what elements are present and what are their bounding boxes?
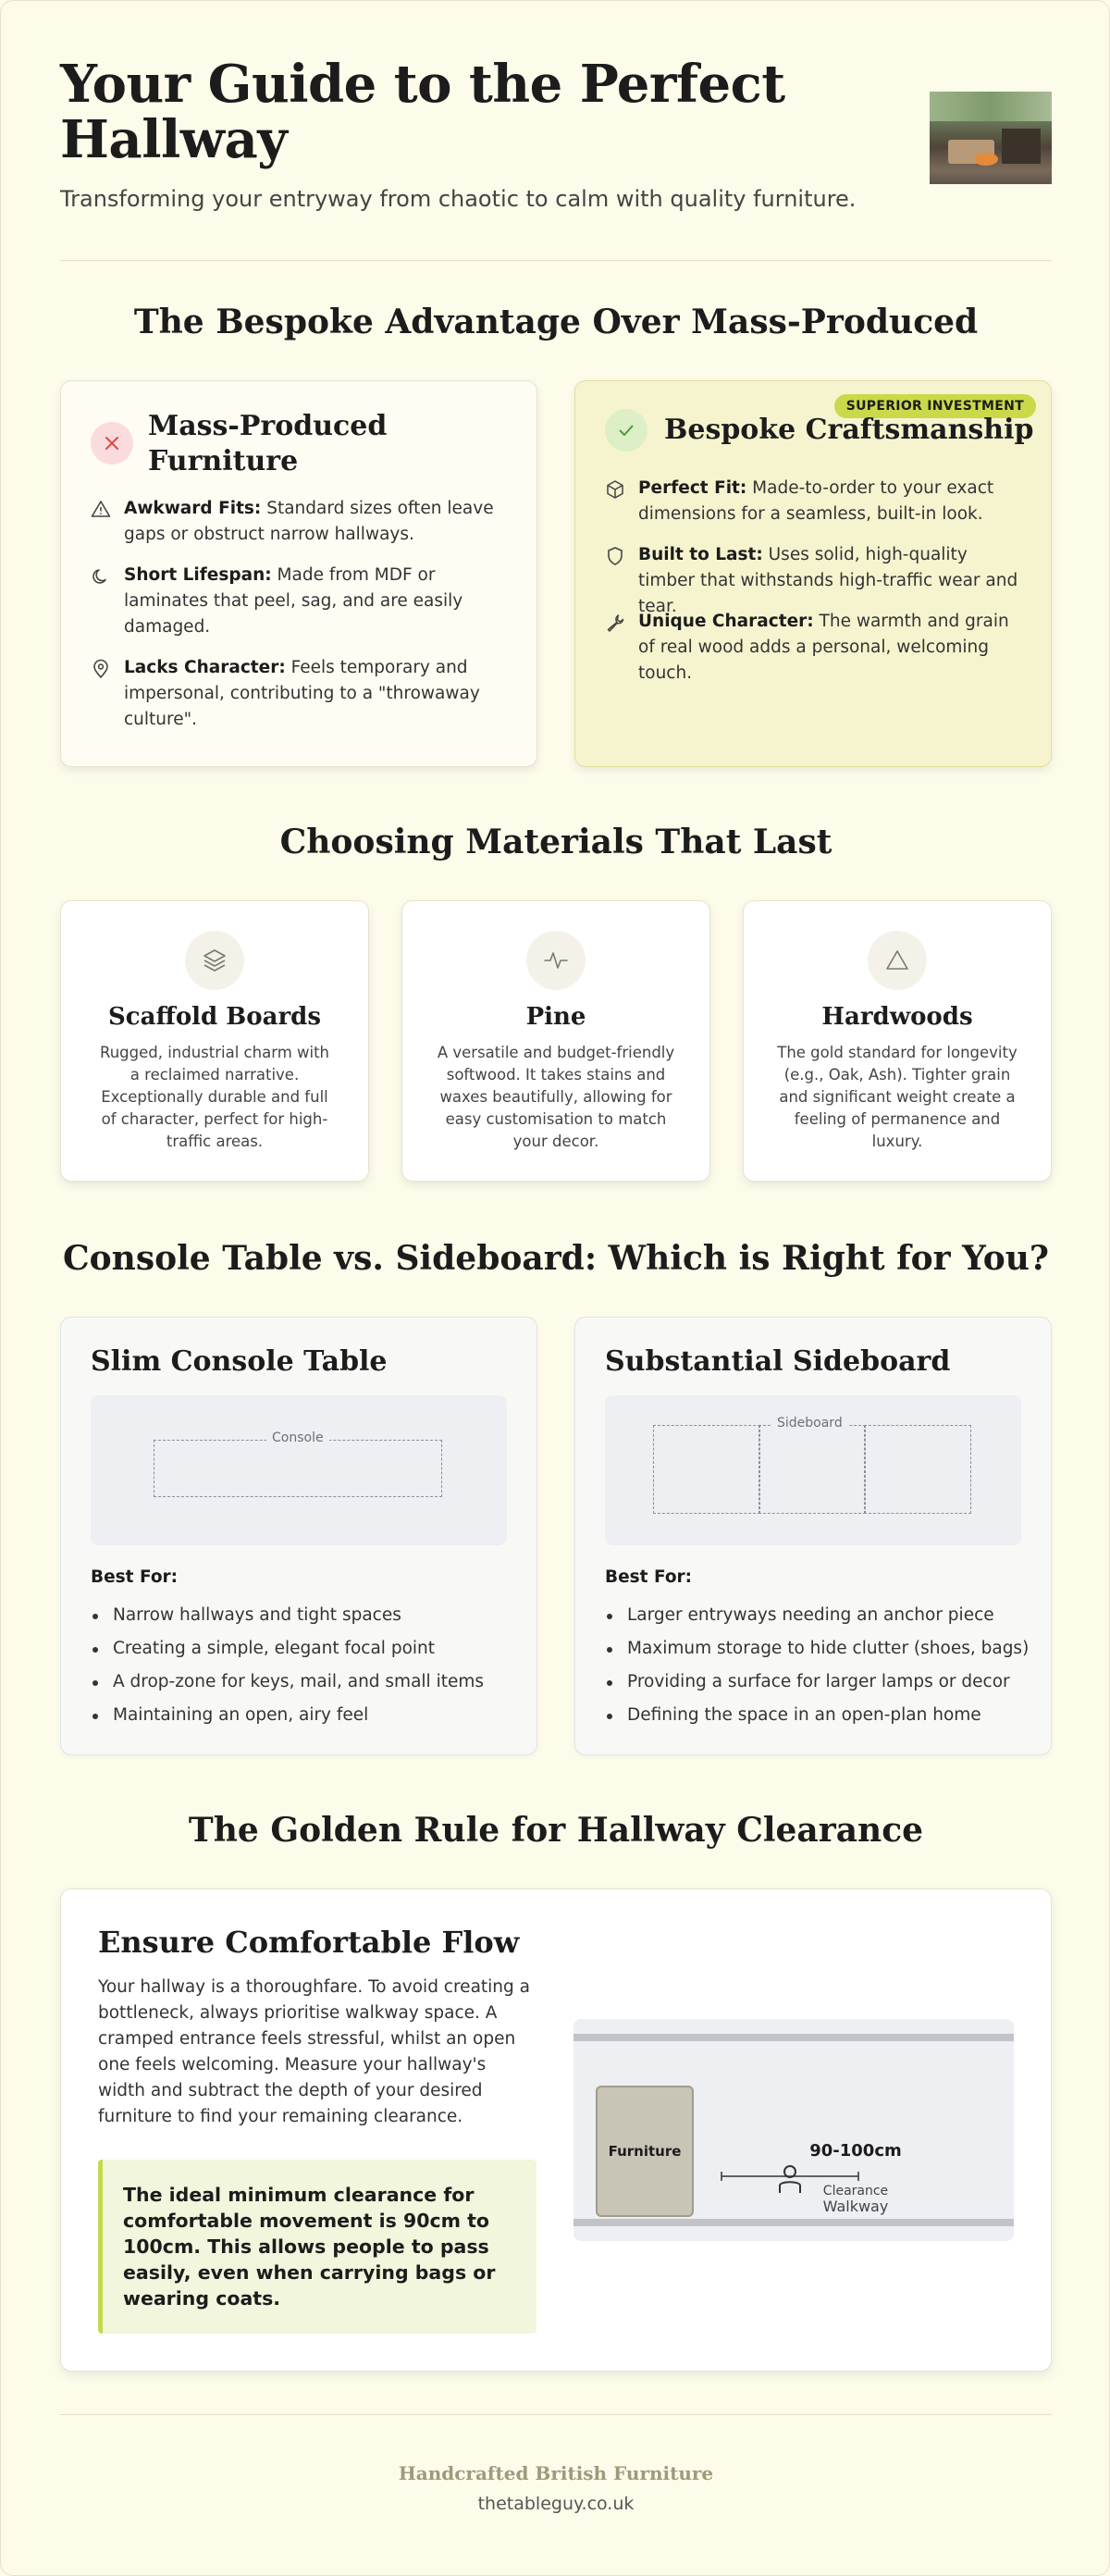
section-heading-furniture: Console Table vs. Sideboard: Which is Right for You? [63,1239,1049,1278]
wall-bottom [574,2219,1014,2226]
list-item: Narrow hallways and tight spaces [91,1599,484,1632]
bespoke-craftsmanship-card [574,380,1052,767]
material-description: A versatile and budget-friendly softwood. It takes stains and waxes beautifully, allowing for easy customisation to match your decor. [437,1044,675,1150]
console-diagram [91,1395,507,1545]
wrench-icon [605,609,625,687]
sideboard-diagram-label: Sideboard [771,1416,848,1430]
console-diagram-label: Console [266,1430,329,1445]
best-for-label: Best For: [605,1567,693,1587]
walkway-label: Walkway [822,2198,889,2215]
section-heading-clearance: The Golden Rule for Hallway Clearance [188,1811,924,1850]
sideboard-card [574,1317,1052,1755]
page-title: Your Guide to the Perfect Hallway [60,54,785,170]
console-title: Slim Console Table [91,1345,388,1378]
console-best-for-list [91,1599,484,1732]
list-item: Short Lifespan: Made from MDF or laminates that peel, sag, and are easily damaged. [91,563,509,640]
layers-icon [185,931,244,990]
page-header [60,56,1052,260]
list-item: Creating a simple, elegant focal point [91,1632,484,1666]
clearance-label: Clearance [822,2184,889,2198]
divider [60,2414,1052,2415]
list-item: Lacks Character: Feels temporary and impersonal, contributing to a "throwaway culture". [91,655,509,733]
sideboard-section-middle [758,1425,866,1514]
wall-top [574,2034,1014,2041]
list-item: Defining the space in an open-plan home [605,1699,1029,1732]
triangle-icon [868,931,927,990]
check-icon [605,409,648,452]
list-item: Built to Last: Uses solid, high-quality timber that withstands high-traffic wear and tear. [605,542,1023,620]
material-title: Hardwoods [821,1003,973,1031]
x-icon [91,422,133,464]
moon-icon [91,563,111,640]
sideboard-best-for-list [605,1599,1029,1732]
activity-icon [526,931,586,990]
material-description: The gold standard for longevity (e.g., Oak, Ash). Tighter grain and significant weight create a feeling of permanence and luxury. [777,1044,1018,1150]
list-item: Maximum storage to hide clutter (shoes, bags) [605,1632,1029,1666]
section-heading-bespoke: The Bespoke Advantage Over Mass-Produced [133,303,979,341]
list-item: Awkward Fits: Standard sizes often leave gaps or obstruct narrow hallways. [91,496,509,548]
list-item: Unique Character: The warmth and grain of real wood adds a personal, welcoming touch. [605,609,1023,687]
bespoke-title: Bespoke Craftsmanship [664,414,1034,446]
sideboard-diagram [605,1395,1021,1545]
warning-icon [91,496,111,548]
material-card-scaffold [60,900,369,1182]
material-card-pine [401,900,710,1182]
mass-produced-card [60,380,537,767]
console-table-card [60,1317,537,1755]
list-item: Providing a surface for larger lamps or decor [605,1666,1029,1699]
list-item: Perfect Fit: Made-to-order to your exact dimensions for a seamless, built-in look. [605,476,1023,527]
mass-produced-title: Mass-Produced Furniture [148,410,388,477]
material-title: Scaffold Boards [108,1003,321,1031]
furniture-block: Furniture [596,2086,694,2217]
list-item: Maintaining an open, airy feel [91,1699,484,1732]
page-subtitle: Transforming your entryway from chaotic to calm with quality furniture. [60,186,857,212]
footer-brand: Handcrafted British Furniture [398,2462,714,2484]
map-pin-icon [91,655,111,733]
material-card-hardwoods [743,900,1052,1182]
sideboard-section-right [864,1425,971,1514]
section-heading-materials: Choosing Materials That Last [279,823,832,861]
list-item: A drop-zone for keys, mail, and small items [91,1666,484,1699]
superior-investment-badge: SUPERIOR INVESTMENT [834,394,1036,418]
console-outline [154,1440,442,1497]
material-title: Pine [525,1003,586,1031]
list-item: Larger entryways needing an anchor piece [605,1599,1029,1632]
best-for-label: Best For: [91,1567,179,1587]
clearance-body: Your hallway is a thoroughfare. To avoid creating a bottleneck, always prioritise walkway space. A cramped entrance feels stressful, whilst an open one feels welcoming. Measure your hallway's width and subtract the depth of your desired furniture to find your remaining clearance. [98,1977,530,2126]
cube-icon [605,476,625,527]
material-description: Rugged, industrial charm with a reclaimed narrative. Exceptionally durable and full of character, perfect for high-traffic areas. [99,1044,330,1150]
divider [60,260,1052,261]
sideboard-title: Substantial Sideboard [605,1345,951,1378]
clearance-title: Ensure Comfortable Flow [98,1925,520,1960]
sideboard-section-left [653,1425,760,1514]
hallway-clearance-diagram [574,2019,1014,2241]
clearance-card [60,1889,1052,2372]
footer-site-link[interactable]: thetableguy.co.uk [477,2494,635,2514]
measure-label: 90-100cm [809,2141,902,2161]
clearance-callout: The ideal minimum clearance for comfortable movement is 90cm to 100cm. This allows people to pass easily, even when carrying bags or wearing coats. [98,2160,536,2334]
hallway-thumbnail-image [930,92,1052,184]
